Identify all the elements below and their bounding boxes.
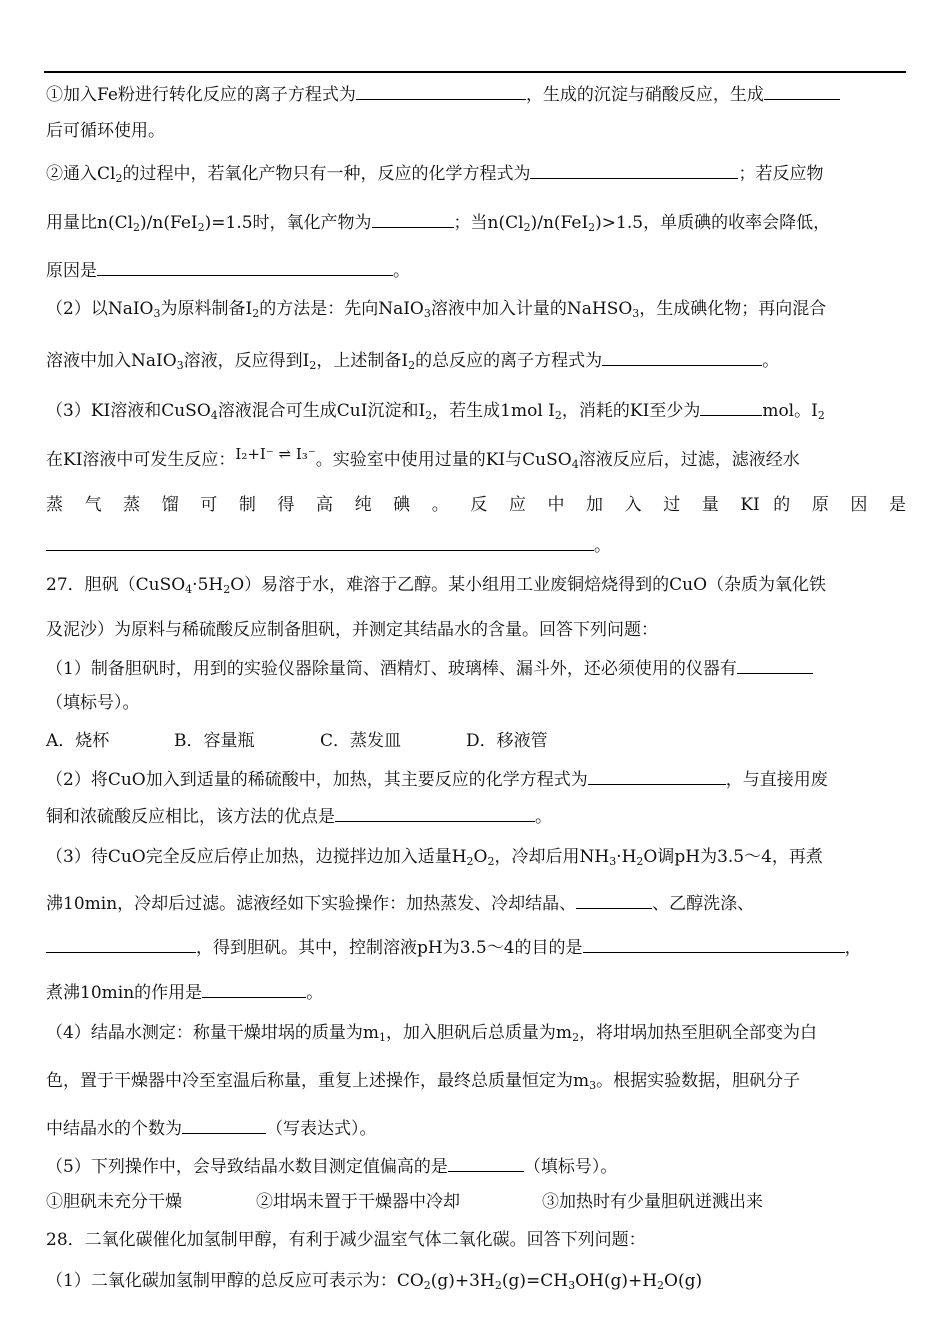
q26-q3-line2 — [46, 445, 906, 476]
q27-line1 — [46, 574, 906, 601]
text: ，得到胆矾。其中，控制溶液pH为3.5～4的目的是 — [196, 938, 583, 958]
choice-1[interactable]: ①胆矾未充分干燥 — [46, 1192, 182, 1212]
header-rule — [44, 71, 906, 73]
answer-blank[interactable] — [576, 891, 652, 909]
text: ·5H — [192, 575, 224, 595]
text: O）易溶于水，难溶于乙醇。某小组用工业废铜焙烧得到的CuO（杂质为氧化铁 — [230, 575, 827, 595]
text: ，冷却后用NH — [494, 847, 610, 867]
text: （2）以NaIO — [46, 299, 154, 319]
q27-3-line4 — [46, 980, 906, 1004]
text: （写表达式）。 — [266, 1119, 377, 1139]
subscript: 3 — [423, 307, 431, 320]
text: ， — [844, 938, 862, 958]
answer-blank[interactable] — [372, 210, 454, 228]
q27-3-line2 — [46, 891, 906, 915]
q27-1-line1 — [46, 656, 906, 680]
subscript: 4 — [210, 409, 218, 422]
q26-2-line3 — [46, 258, 906, 282]
subscript: 4 — [571, 458, 579, 471]
text: 中结晶水的个数为 — [46, 1119, 182, 1139]
text: 。根据实验数据，胆矾分子 — [596, 1071, 801, 1091]
q27-3-line3 — [46, 935, 906, 959]
subscript: 3 — [632, 307, 640, 320]
subscript: 2 — [423, 1279, 431, 1292]
text: ，生成的沉淀与硝酸反应，生成 — [525, 85, 764, 105]
answer-blank[interactable] — [97, 258, 393, 276]
text: 。 — [762, 351, 780, 371]
answer-blank[interactable] — [602, 348, 762, 366]
q27-1-line2 — [46, 692, 906, 714]
equilibrium-equation: I₂+I⁻ ⇌ I₃⁻ — [235, 445, 316, 463]
text: 的过程中，若氧化产物只有一种，反应的化学方程式为 — [122, 164, 531, 184]
q26-q2-line2 — [46, 348, 906, 377]
text: 。实验室中使用过量的KI与CuSO — [315, 450, 572, 470]
answer-blank[interactable] — [530, 161, 738, 179]
text: 、乙醇洗涤、 — [652, 894, 755, 914]
text: ，生成碘化物；再向混合 — [639, 299, 827, 319]
text: （3）KI溶液和CuSO — [46, 401, 211, 421]
option-c[interactable]: C．蒸发皿 — [320, 731, 402, 751]
formula: (g)+3H — [430, 1271, 495, 1291]
subscript: 2 — [487, 855, 495, 868]
text: （4）结晶水测定：称量干燥坩埚的质量为m — [46, 1023, 379, 1043]
text: （1）制备胆矾时，用到的实验仪器除量筒、酒精灯、玻璃棒、漏斗外，还必须使用的仪器有 — [46, 659, 737, 679]
text: ②通入Cl — [46, 164, 116, 184]
subscript: 2 — [115, 172, 123, 185]
text: 后可循环使用。 — [46, 121, 165, 141]
text: )/n(FeI — [530, 213, 589, 233]
text: ，与直接用废 — [725, 770, 828, 790]
answer-blank[interactable] — [588, 767, 726, 785]
subscript: 2 — [425, 409, 433, 422]
subscript: 3 — [176, 359, 184, 372]
text: 溶液中加入NaIO — [46, 351, 177, 371]
q27-1-options — [46, 730, 906, 752]
q27-4-line3 — [46, 1116, 906, 1140]
subscript: 3 — [609, 855, 617, 868]
text: （5）下列操作中，会导致结晶水数目测定值偏高的是 — [46, 1157, 448, 1177]
text: 为原料制备I — [160, 299, 253, 319]
q26-2-line2 — [46, 210, 906, 239]
answer-blank[interactable] — [764, 82, 840, 100]
text: ，上述制备I — [316, 351, 409, 371]
subscript: 3 — [568, 1279, 576, 1292]
q28-1-line1 — [46, 1270, 906, 1297]
text: )>1.5，单质碘的收率会降低， — [595, 213, 831, 233]
subscript: 2 — [309, 359, 317, 372]
answer-blank[interactable] — [182, 1116, 266, 1134]
q27-4-line2 — [46, 1070, 906, 1097]
q26-q2-line1 — [46, 298, 906, 325]
text: （2）将CuO加入到适量的稀硫酸中，加热，其主要反应的化学方程式为 — [46, 770, 588, 790]
answer-blank[interactable] — [356, 82, 526, 100]
text: 沸10min，冷却后过滤。滤液经如下实验操作：加热蒸发、冷却结晶、 — [46, 894, 577, 914]
text: 及泥沙）为原料与稀硫酸反应制备胆矾，并测定其结晶水的含量。回答下列问题： — [46, 620, 658, 640]
text: 28．二氧化碳催化加氢制甲醇，有利于减少温室气体二氧化碳。回答下列问题： — [46, 1230, 646, 1250]
text: 铜和浓硫酸反应相比，该方法的优点是 — [46, 807, 335, 827]
text: ，若生成1mol I — [432, 401, 555, 421]
answer-blank[interactable] — [583, 935, 845, 953]
q27-2-line2 — [46, 804, 906, 828]
answer-blank[interactable] — [46, 935, 196, 953]
text: O — [473, 847, 488, 867]
subscript: 2 — [223, 583, 231, 596]
subscript: 2 — [817, 409, 825, 422]
text: ，加入胆矾后总质量为m — [385, 1023, 573, 1043]
answer-blank[interactable] — [448, 1154, 524, 1172]
text: 溶液中加入计量的NaHSO — [430, 299, 633, 319]
q26-q3-line1 — [46, 398, 906, 427]
q26-1-line2 — [46, 120, 906, 142]
subscript: 2 — [657, 1279, 665, 1292]
text: 煮沸10min的作用是 — [46, 983, 203, 1003]
answer-blank[interactable] — [46, 533, 594, 551]
q27-4-line1 — [46, 1022, 906, 1049]
option-b[interactable]: B．容量瓶 — [174, 731, 255, 751]
subscript: 3 — [589, 1079, 597, 1092]
text: （填标号）。 — [46, 693, 140, 713]
text: 。 — [535, 807, 552, 827]
text: )=1.5时，氧化产物为 — [204, 213, 372, 233]
text: 27．胆矾（CuSO — [46, 575, 186, 595]
text: 的方法是：先向NaIO — [259, 299, 424, 319]
formula: O(g) — [664, 1271, 703, 1291]
text: mol。I — [762, 401, 818, 421]
option-a[interactable]: A．烧杯 — [46, 731, 110, 751]
formula: CO — [396, 1271, 424, 1291]
q26-q3-line3 — [46, 494, 906, 516]
subscript: 2 — [197, 221, 205, 234]
q27-2-line1 — [46, 767, 906, 791]
answer-blank[interactable] — [737, 656, 813, 674]
q26-2-line1 — [46, 161, 906, 190]
text: ①加入Fe粉进行转化反应的离子方程式为 — [46, 85, 356, 105]
text: )/n(FeI — [140, 213, 198, 233]
q27-5-line1 — [46, 1154, 906, 1178]
choice-3[interactable]: ③加热时有少量胆矾迸溅出来 — [542, 1192, 763, 1212]
q27-line2 — [46, 619, 906, 641]
text: 。 — [393, 261, 410, 281]
subscript: 2 — [572, 1031, 580, 1044]
answer-blank[interactable] — [335, 804, 535, 822]
text: 色，置于干燥器中冷至室温后称量，重复上述操作，最终总质量恒定为m — [46, 1071, 590, 1091]
formula: OH(g)+H — [575, 1271, 658, 1291]
option-d[interactable]: D．移液管 — [466, 731, 548, 751]
text: ；若反应物 — [738, 164, 824, 184]
text: （3）待CuO完全反应后停止加热，边搅拌边加入适量H — [46, 847, 467, 867]
text: 的总反应的离子方程式为 — [415, 351, 603, 371]
text: 溶液混合可生成CuI沉淀和I — [217, 401, 426, 421]
formula: (g)=CH — [501, 1271, 569, 1291]
text: 。 — [306, 983, 324, 1003]
text: （1）二氧化碳加氢制甲醇的总反应可表示为： — [46, 1271, 397, 1291]
subscript: 2 — [133, 221, 141, 234]
text: 溶液反应后，过滤，滤液经水 — [578, 450, 800, 470]
subscript: 4 — [185, 583, 193, 596]
text: 在KI溶液中可发生反应： — [46, 450, 236, 470]
answer-blank[interactable] — [202, 980, 306, 998]
text: （填标号）。 — [523, 1157, 618, 1177]
text: ·H — [616, 847, 637, 867]
q27-3-line1 — [46, 846, 906, 873]
q27-5-choices — [46, 1191, 906, 1213]
text: O调pH为3.5～4，再煮 — [643, 847, 823, 867]
subscript: 2 — [523, 221, 531, 234]
subscript: 2 — [554, 409, 562, 422]
q26-q3-line4 — [46, 533, 906, 557]
text: ；当n(Cl — [453, 213, 524, 233]
text: 溶液，反应得到I — [183, 351, 310, 371]
answer-blank[interactable] — [700, 398, 762, 416]
text: 。 — [594, 536, 611, 556]
subscript: 2 — [588, 221, 596, 234]
choice-2[interactable]: ②坩埚未置于干燥器中冷却 — [256, 1192, 460, 1212]
subscript: 2 — [252, 307, 260, 320]
q26-1-line1 — [46, 82, 906, 106]
text: ，将坩埚加热至胆矾全部变为白 — [579, 1023, 818, 1043]
text: ，消耗的KI至少为 — [561, 401, 701, 421]
subscript: 2 — [466, 855, 474, 868]
subscript: 3 — [153, 307, 161, 320]
q28-line1 — [46, 1229, 906, 1251]
subscript: 2 — [636, 855, 644, 868]
text: 蒸 气 蒸 馏 可 制 得 高 纯 碘 。 反 应 中 加 入 过 量 KI 的 原 因 是 — [46, 495, 906, 515]
subscript: 1 — [378, 1031, 386, 1044]
text: 用量比n(Cl — [46, 213, 134, 233]
text: 原因是 — [46, 261, 97, 281]
subscript: 2 — [494, 1279, 502, 1292]
subscript: 2 — [408, 359, 416, 372]
